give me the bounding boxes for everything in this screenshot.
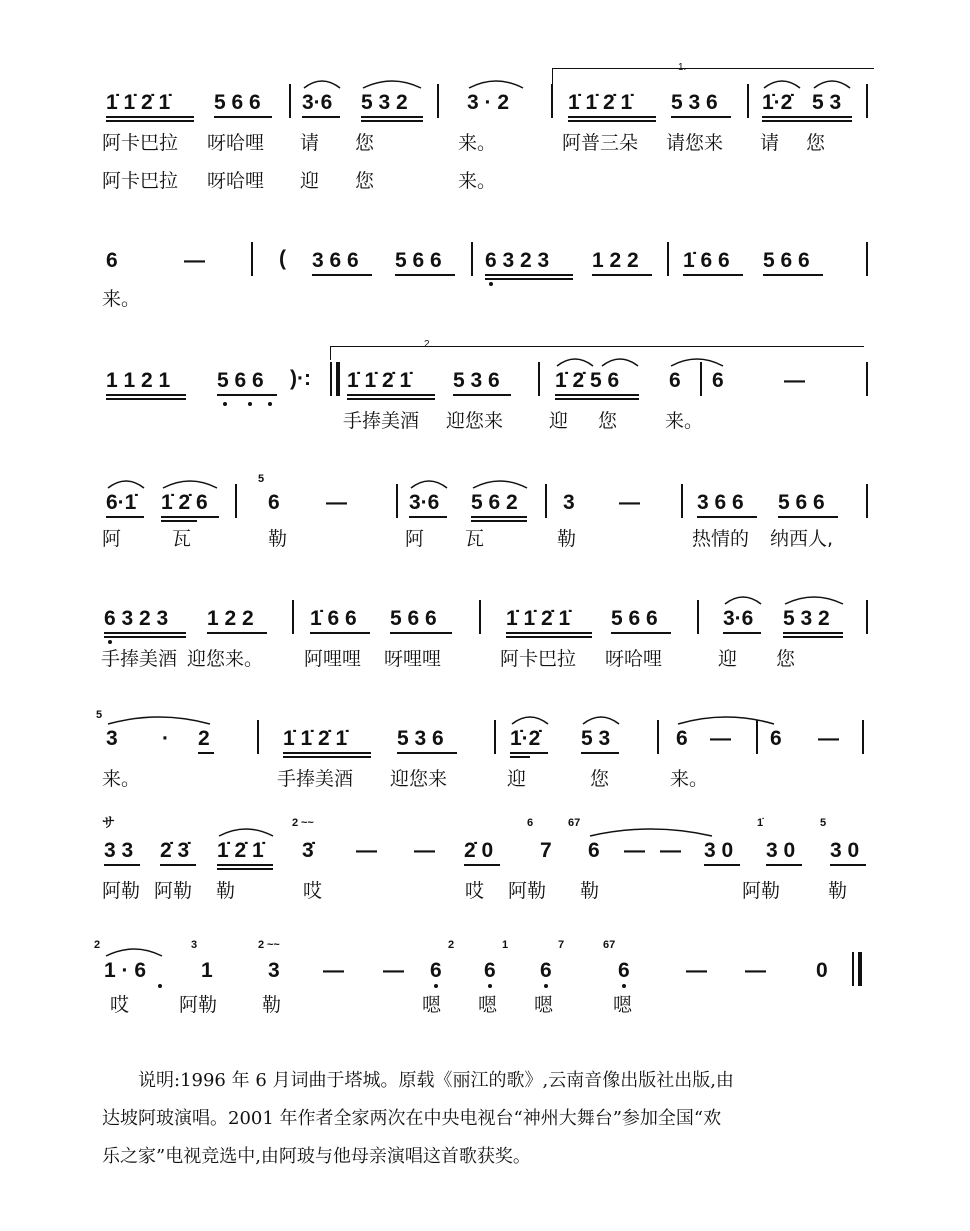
underline	[471, 516, 527, 518]
notes: 1̇ 2̇ 5 6	[555, 369, 620, 392]
grace-note: 7	[558, 939, 565, 951]
barline	[538, 362, 540, 396]
low-octave-dot	[544, 984, 548, 988]
barline	[479, 600, 481, 634]
notes: 3 6 6	[697, 491, 744, 514]
notes: 3·6	[302, 91, 333, 114]
slur	[104, 944, 164, 958]
notes: 6	[676, 727, 688, 750]
barline	[866, 84, 868, 118]
lyric: 纳西人,	[770, 528, 834, 550]
notes: 2	[198, 727, 210, 750]
notes: 1̇ 1̇ 2̇ 1̇	[106, 91, 171, 114]
volta-1-bracket	[552, 68, 874, 69]
underline	[506, 636, 592, 638]
notes: 1̇ 2̇ 6	[161, 491, 208, 514]
underline	[683, 274, 743, 276]
grace-note: 3	[191, 939, 198, 951]
barline	[747, 84, 749, 118]
lyric: 来。	[102, 768, 141, 790]
underline	[485, 278, 573, 280]
lyric: 勒	[828, 880, 848, 902]
notes: 3	[268, 959, 280, 982]
underline	[217, 864, 273, 866]
notes: 1 · 6	[104, 959, 147, 982]
lyric: 呀哈哩	[605, 648, 663, 670]
barline	[437, 84, 439, 118]
underline	[104, 632, 186, 634]
underline	[704, 864, 740, 866]
barline	[657, 720, 659, 754]
notes: 5 3	[581, 727, 611, 750]
note-line: 达坡阿玻演唱。2001 年作者全家两次在中央电视台“神州大舞台”参加全国“欢	[102, 1108, 722, 1129]
barline	[866, 362, 868, 396]
underline	[581, 752, 619, 754]
slur	[581, 712, 621, 726]
underline	[778, 516, 838, 518]
underline	[671, 116, 731, 118]
tie	[106, 712, 212, 726]
lyric: 您	[355, 132, 375, 154]
slur	[106, 476, 146, 490]
underline	[397, 752, 457, 754]
lyric: 手捧美酒	[101, 648, 178, 670]
underline	[161, 520, 197, 522]
notes: 2̇ 0	[464, 839, 494, 862]
grace-note: 67	[568, 817, 581, 829]
slur	[723, 592, 763, 606]
underline	[568, 116, 656, 118]
notes: 3 0	[830, 839, 860, 862]
slur	[600, 354, 640, 368]
underline	[106, 516, 144, 518]
notes: 6	[430, 959, 442, 982]
notes: 5 6 6	[214, 91, 261, 114]
lyric: 来。	[665, 410, 704, 432]
notes: —	[660, 839, 681, 862]
notes: 5 3 6	[397, 727, 444, 750]
tie	[669, 354, 725, 368]
underline	[390, 632, 452, 634]
lyric: 阿勒	[179, 994, 218, 1016]
lyric: 请您来	[666, 132, 724, 154]
grace-note: 5	[820, 817, 827, 829]
underline	[506, 632, 592, 634]
notes: 5 6 6	[390, 607, 437, 630]
lyric: 阿卡巴拉	[102, 170, 179, 192]
notes: —	[326, 491, 347, 514]
underline	[409, 516, 447, 518]
underline	[453, 394, 511, 396]
notes: 6	[588, 839, 600, 862]
slur	[555, 354, 595, 368]
notes: ·	[162, 727, 169, 750]
notes: 3	[563, 491, 575, 514]
slur	[762, 76, 802, 90]
underline	[347, 398, 435, 400]
notes: —	[624, 839, 645, 862]
notes: 3·6	[409, 491, 440, 514]
notes: —	[745, 959, 766, 982]
tie	[588, 824, 714, 838]
lyric: 来。	[670, 768, 709, 790]
barline	[545, 484, 547, 518]
lyric: 嗯	[613, 994, 633, 1016]
underline	[310, 632, 370, 634]
underline	[464, 864, 500, 866]
lyric: 瓦	[172, 528, 192, 550]
notes: 1̇ 2̇ 1̇	[217, 839, 264, 862]
slur	[409, 476, 449, 490]
grace-note: 67	[603, 939, 616, 951]
notes: 1 2 2	[207, 607, 254, 630]
low-octave-dot	[268, 402, 272, 406]
underline	[830, 864, 866, 866]
low-octave-dot	[622, 984, 626, 988]
notes: —	[818, 727, 839, 750]
slur	[471, 476, 529, 490]
underline	[510, 752, 548, 754]
barline	[866, 242, 868, 276]
low-octave-dot	[223, 402, 227, 406]
slur	[783, 592, 845, 606]
low-octave-dot	[434, 984, 438, 988]
low-octave-dot	[248, 402, 252, 406]
notes: 2̇ 3̇	[160, 839, 190, 862]
lyric: 来。	[458, 132, 497, 154]
notes: (	[279, 247, 286, 270]
underline	[106, 394, 186, 396]
notes: 5 3	[812, 91, 842, 114]
notes: —	[619, 491, 640, 514]
lyric: 阿哩哩	[304, 648, 362, 670]
notes: 5 6 6	[611, 607, 658, 630]
lyric: 阿普三朵	[562, 132, 639, 154]
underline	[763, 274, 823, 276]
barline	[697, 600, 699, 634]
lyric: 您	[598, 410, 618, 432]
underline	[471, 520, 527, 522]
notes: 5 6 6	[778, 491, 825, 514]
lyric: 勒	[262, 994, 282, 1016]
notes: 3 3	[104, 839, 134, 862]
volta-2-label: 2.	[424, 339, 433, 350]
lyric: 嗯	[534, 994, 554, 1016]
lyric: 阿勒	[154, 880, 193, 902]
notes: 1̇·2̇	[510, 727, 541, 750]
underline	[283, 752, 371, 754]
lyric: 勒	[557, 528, 577, 550]
notes: 6	[268, 491, 280, 514]
lyric: 您	[806, 132, 826, 154]
lyric: 迎	[507, 768, 527, 790]
underline	[762, 116, 852, 118]
lyric: 勒	[268, 528, 288, 550]
notes: 5 3 6	[671, 91, 718, 114]
notes: 1 1 2 1	[106, 369, 171, 392]
notes: 6 3 2 3	[104, 607, 169, 630]
lyric: 迎	[300, 170, 320, 192]
underline	[160, 864, 196, 866]
mordent-icon: ~~	[301, 817, 314, 829]
lyric: 勒	[580, 880, 600, 902]
slur	[161, 476, 219, 490]
barline	[667, 242, 669, 276]
barline	[866, 600, 868, 634]
lyric: 您	[776, 648, 796, 670]
volta-1-hook	[552, 68, 553, 84]
lyric: 阿	[405, 528, 425, 550]
notes: 5 6 6	[395, 249, 442, 272]
underline	[207, 632, 267, 634]
notes: 0	[816, 959, 828, 982]
underline	[592, 274, 652, 276]
notes: 1̇ 1̇ 2̇ 1̇	[506, 607, 571, 630]
underline	[347, 394, 435, 396]
low-octave-dot	[489, 282, 493, 286]
grace-note: 2	[292, 817, 299, 829]
volta-2-hook	[330, 346, 331, 360]
lyric: 手捧美酒	[277, 768, 354, 790]
lyric: 瓦	[465, 528, 485, 550]
notes: 5 3 6	[453, 369, 500, 392]
lyric: 勒	[216, 880, 236, 902]
slur	[361, 76, 423, 90]
lyric: 阿	[102, 528, 122, 550]
grace-note: 1̇	[757, 817, 764, 829]
notes: 6	[669, 369, 681, 392]
lyric: 阿卡巴拉	[102, 132, 179, 154]
tie	[676, 712, 776, 726]
low-octave-dot	[158, 984, 162, 988]
grace-note: 2	[448, 939, 455, 951]
barline	[289, 84, 291, 118]
notes: —	[323, 959, 344, 982]
lyric: 来。	[458, 170, 497, 192]
barline	[862, 720, 864, 754]
notes: 6	[618, 959, 630, 982]
barline	[330, 362, 332, 396]
grace-note: 5	[258, 473, 265, 485]
lyric: 迎	[718, 648, 738, 670]
underline	[283, 756, 371, 758]
free-rhythm-mark: サ	[102, 815, 116, 830]
underline	[302, 116, 340, 118]
underline	[104, 636, 186, 638]
grace-note: 2	[94, 939, 101, 951]
lyric: 热情的	[692, 528, 750, 550]
notes: 6	[106, 249, 118, 272]
notes: 6	[484, 959, 496, 982]
barline	[396, 484, 398, 518]
notes: 3	[106, 727, 118, 750]
lyric: 阿卡巴拉	[500, 648, 577, 670]
notes: 3·6	[723, 607, 754, 630]
lyric: 呀哈哩	[207, 170, 265, 192]
notes: 7	[540, 839, 552, 862]
notes: 1 2 2	[592, 249, 639, 272]
barline	[292, 600, 294, 634]
slur	[217, 824, 275, 838]
lyric: 迎	[549, 410, 569, 432]
lyric: 您	[590, 768, 610, 790]
notes: 5 6 6	[763, 249, 810, 272]
lyric: 迎您来。	[187, 648, 264, 670]
notes: 5 6 6	[217, 369, 264, 392]
grace-note: 1	[502, 939, 509, 951]
notes: 1	[201, 959, 213, 982]
underline	[568, 120, 656, 122]
low-octave-dot	[108, 640, 112, 644]
slur	[510, 712, 550, 726]
grace-note: 2	[258, 939, 265, 951]
underline	[766, 864, 802, 866]
note-line: 说明:1996 年 6 月词曲于塔城。原载《丽江的歌》,云南音像出版社出版,由	[138, 1070, 734, 1091]
note-line: 乐之家”电视竞选中,由阿玻与他母亲演唱这首歌获奖。	[102, 1146, 531, 1167]
notes: —	[356, 839, 377, 862]
lyric: 哎	[465, 880, 485, 902]
underline	[783, 632, 843, 634]
notes: —	[710, 727, 731, 750]
explanation-note	[102, 1062, 872, 1176]
notes: 5 6 2	[471, 491, 518, 514]
lyric: 呀哩哩	[384, 648, 442, 670]
lyric: 来。	[102, 288, 141, 310]
lyric: 阿勒	[742, 880, 781, 902]
underline	[361, 120, 423, 122]
notes: 3̇	[302, 839, 314, 862]
notes: 6·1̇	[106, 491, 137, 514]
underline	[395, 274, 455, 276]
underline	[510, 756, 530, 758]
barline	[494, 720, 496, 754]
notes: 6	[712, 369, 724, 392]
slur	[302, 76, 342, 90]
lyric: 哎	[303, 880, 323, 902]
barline	[235, 484, 237, 518]
underline	[104, 864, 140, 866]
notes: —	[784, 369, 805, 392]
notes: 1̇ 1̇ 2̇ 1̇	[568, 91, 633, 114]
barline	[257, 720, 259, 754]
underline	[106, 398, 186, 400]
underline	[485, 274, 573, 276]
underline	[214, 116, 272, 118]
grace-note: 5	[96, 709, 103, 721]
underline	[106, 120, 194, 122]
lyric: 嗯	[478, 994, 498, 1016]
notes: —	[686, 959, 707, 982]
lyric: 您	[355, 170, 375, 192]
underline	[723, 632, 761, 634]
lyric: 迎您来	[446, 410, 504, 432]
mordent-icon: ~~	[267, 939, 280, 951]
notes: 3 0	[766, 839, 796, 862]
notes: 3 6 6	[312, 249, 359, 272]
lyric: 迎您来	[390, 768, 448, 790]
underline	[555, 398, 639, 400]
notes: 1̇ 1̇ 2̇ 1̇	[347, 369, 412, 392]
barline	[551, 84, 553, 118]
volta-2-bracket	[330, 346, 864, 347]
notes: 5 3 2	[783, 607, 830, 630]
notes: 6 3 2 3	[485, 249, 550, 272]
underline	[161, 516, 219, 518]
volta-1-label: 1.	[678, 62, 687, 73]
notes: 3 · 2	[467, 91, 510, 114]
notes: —	[383, 959, 404, 982]
underline	[697, 516, 757, 518]
barline	[866, 484, 868, 518]
final-barline	[852, 952, 854, 986]
underline	[762, 120, 852, 122]
underline	[783, 636, 843, 638]
repeat-sign: )·:	[290, 367, 311, 390]
underline	[555, 394, 639, 396]
underline	[361, 116, 423, 118]
grace-note: 6	[527, 817, 534, 829]
slur	[467, 76, 525, 90]
barline	[336, 362, 340, 396]
underline	[106, 116, 194, 118]
notes: 6	[770, 727, 782, 750]
notes: —	[184, 249, 205, 272]
underline	[217, 394, 277, 396]
slur	[812, 76, 852, 90]
notes: 3 0	[704, 839, 734, 862]
lyric: 嗯	[422, 994, 442, 1016]
notes: —	[414, 839, 435, 862]
lyric: 哎	[110, 994, 130, 1016]
lyric: 阿勒	[102, 880, 141, 902]
notes: 1̇ 6 6	[310, 607, 357, 630]
lyric: 请	[300, 132, 320, 154]
barline	[251, 242, 253, 276]
lyric: 呀哈哩	[207, 132, 265, 154]
notes: 1̇ 1̇ 2̇ 1̇	[283, 727, 348, 750]
low-octave-dot	[488, 984, 492, 988]
lyric: 手捧美酒	[343, 410, 420, 432]
barline	[681, 484, 683, 518]
underline	[198, 752, 214, 754]
notes: 1̇·2̇	[762, 91, 793, 114]
underline	[312, 274, 372, 276]
underline	[611, 632, 671, 634]
lyric: 请	[760, 132, 780, 154]
notes: 6	[540, 959, 552, 982]
underline	[217, 868, 273, 870]
notes: 5 3 2	[361, 91, 408, 114]
lyric: 阿勒	[508, 880, 547, 902]
final-barline	[858, 952, 862, 986]
notes: 1̇ 6 6	[683, 249, 730, 272]
barline	[471, 242, 473, 276]
